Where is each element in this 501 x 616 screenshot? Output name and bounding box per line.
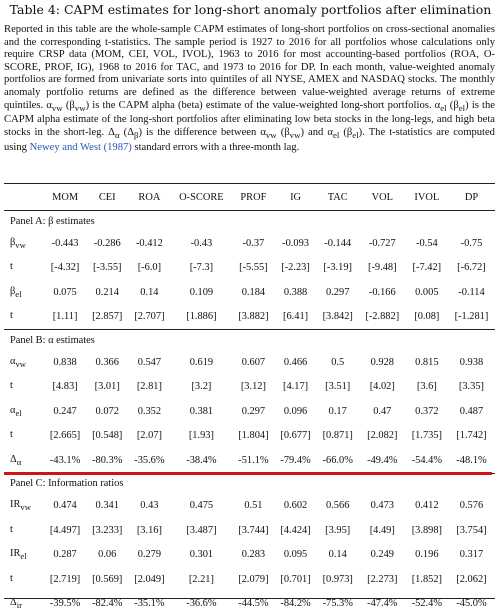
table-cell: 0.43 xyxy=(128,494,170,519)
table-cell: 0.602 xyxy=(274,494,316,519)
table-cell: 0.938 xyxy=(448,350,495,375)
table-cell: 0.214 xyxy=(86,280,128,305)
table-cell: [2.857] xyxy=(86,305,128,330)
table-cell: -0.114 xyxy=(448,280,495,305)
row-label-text: t xyxy=(10,380,13,391)
table-cell: -0.443 xyxy=(44,231,86,256)
table-row xyxy=(4,424,495,449)
desc-sub: α xyxy=(115,130,120,140)
table-cell: 0.109 xyxy=(170,280,232,305)
table-cell: [0.701] xyxy=(274,567,316,592)
panel-title: Panel A: β estimates xyxy=(4,211,495,231)
table-cell: [0.548] xyxy=(86,424,128,449)
table-cell: 0.475 xyxy=(170,494,232,519)
table-cell: 0.566 xyxy=(317,494,359,519)
table-cell: [-2.882] xyxy=(359,305,406,330)
table-cell: 0.838 xyxy=(44,350,86,375)
row-label-text: t xyxy=(10,310,13,321)
table-cell: 0.381 xyxy=(170,399,232,424)
table-cell: 0.184 xyxy=(232,280,274,305)
table-cell: 0.14 xyxy=(128,280,170,305)
table-caption: Table 4: CAPM estimates for long-short anomaly portfolios after elimination xyxy=(0,2,501,18)
table-cell: 0.06 xyxy=(86,543,128,568)
table-cell: 0.474 xyxy=(44,494,86,519)
table-cell: -0.727 xyxy=(359,231,406,256)
table-cell: -0.166 xyxy=(359,280,406,305)
row-label xyxy=(4,543,44,568)
citation-link[interactable]: Newey and West (1987) xyxy=(30,142,132,153)
row-label xyxy=(4,567,44,592)
table-cell: 0.5 xyxy=(317,350,359,375)
row-label-subscript: el xyxy=(20,551,26,561)
table-cell: [1.735] xyxy=(406,424,448,449)
table-cell: 0.466 xyxy=(274,350,316,375)
table-row xyxy=(4,231,495,256)
table-cell: 0.576 xyxy=(448,494,495,519)
table-row xyxy=(4,280,495,305)
table-cell: [2.707] xyxy=(128,305,170,330)
table-cell: [3.51] xyxy=(317,375,359,400)
table-row xyxy=(4,543,495,568)
row-label-subscript: ir xyxy=(17,600,22,610)
table-cell: [-6.0] xyxy=(128,256,170,281)
table-cell: [1.742] xyxy=(448,424,495,449)
table-cell: [-1.281] xyxy=(448,305,495,330)
table-cell: 0.17 xyxy=(317,399,359,424)
table-cell: -51.1% xyxy=(232,448,274,473)
table-row xyxy=(4,494,495,519)
table-row xyxy=(4,567,495,592)
table-cell: [4.17] xyxy=(274,375,316,400)
row-label-text: t xyxy=(10,429,13,440)
table-cell: [3.2] xyxy=(170,375,232,400)
table-cell: [-7.3] xyxy=(170,256,232,281)
desc-text: ). The t-statistics are computed using xyxy=(4,127,495,153)
row-label xyxy=(4,256,44,281)
desc-sub: el xyxy=(352,130,358,140)
table-cell: [0.677] xyxy=(274,424,316,449)
row-label xyxy=(4,448,44,473)
table-cell: [4.02] xyxy=(359,375,406,400)
table-cell: 0.607 xyxy=(232,350,274,375)
table-cell: 0.547 xyxy=(128,350,170,375)
panel-title-row xyxy=(4,211,495,231)
table-cell: [1.93] xyxy=(170,424,232,449)
table-description xyxy=(4,24,495,154)
table-cell: -82.4% xyxy=(86,592,128,616)
table-cell: [-2.23] xyxy=(274,256,316,281)
row-label-text: α xyxy=(10,356,15,367)
table-cell: [-9.48] xyxy=(359,256,406,281)
table-row xyxy=(4,256,495,281)
table-cell: [1.852] xyxy=(406,567,448,592)
table-row xyxy=(4,375,495,400)
row-label-subscript: el xyxy=(15,289,21,299)
table-cell: -47.4% xyxy=(359,592,406,616)
row-label xyxy=(4,424,44,449)
table-cell: [-3.55] xyxy=(86,256,128,281)
table-cell: [3.744] xyxy=(232,518,274,543)
table-cell: 0.619 xyxy=(170,350,232,375)
desc-text: ) is the difference between α xyxy=(139,127,266,138)
table-cell: [2.719] xyxy=(44,567,86,592)
desc-text: ) is the CAPM alpha estimate of the long-short portfolios after eliminating low beta stocks in the long-legs, and high beta stocks in the short-leg. Δ xyxy=(4,100,495,138)
table-cell: -36.6% xyxy=(170,592,232,616)
row-label xyxy=(4,350,44,375)
row-label xyxy=(4,494,44,519)
row-label-subscript: el xyxy=(15,408,21,418)
table-cell: 0.341 xyxy=(86,494,128,519)
table-cell: 0.075 xyxy=(44,280,86,305)
column-header: CEI xyxy=(86,184,128,211)
row-label-text: Δ xyxy=(10,597,17,608)
table-cell: 0.51 xyxy=(232,494,274,519)
desc-text: standard errors with a three-month lag. xyxy=(132,142,299,153)
table-cell: -0.286 xyxy=(86,231,128,256)
table-cell: 0.487 xyxy=(448,399,495,424)
table-cell: [4.424] xyxy=(274,518,316,543)
document-page xyxy=(0,2,501,601)
table-cell: -39.5% xyxy=(44,592,86,616)
table-cell: -0.144 xyxy=(317,231,359,256)
table-cell: -38.4% xyxy=(170,448,232,473)
table-cell: 0.352 xyxy=(128,399,170,424)
desc-sub: vw xyxy=(266,130,277,140)
table-cell: -45.0% xyxy=(448,592,495,616)
desc-sub: el xyxy=(459,103,465,113)
table-cell: 0.005 xyxy=(406,280,448,305)
table-cell: -79.4% xyxy=(274,448,316,473)
desc-text: (β xyxy=(63,100,75,111)
table-cell: 0.372 xyxy=(406,399,448,424)
table-cell: [3.882] xyxy=(232,305,274,330)
table-cell: [0.973] xyxy=(317,567,359,592)
table-cell: 0.14 xyxy=(317,543,359,568)
column-header: VOL xyxy=(359,184,406,211)
row-label xyxy=(4,399,44,424)
column-header: IG xyxy=(274,184,316,211)
row-label-text: β xyxy=(10,286,15,297)
table-cell: 0.095 xyxy=(274,543,316,568)
table-cell: 0.287 xyxy=(44,543,86,568)
table-cell: 0.366 xyxy=(86,350,128,375)
desc-text: ) and α xyxy=(300,127,332,138)
panel-title: Panel C: Information ratios xyxy=(4,474,495,494)
table-cell: -49.4% xyxy=(359,448,406,473)
table-cell: -0.37 xyxy=(232,231,274,256)
desc-text: Reported in this table are the whole-sample CAPM estimates of long-short portfolios on cross-sectional anomalies and the corresponding t-statistics. The sample period is 1927 to 2016 for all portfolios whose calculations only require CRSP data (MOM, CEI, VOL, IVOL), 1963 to 2016 for most accounting-based portfolios (ROA, O-SCORE, PROF, IG), 1968 to 2016 for TAC, and 1973 to 2016 for DP. In each month, value-weighted anomaly portfolios are formed from univariate sorts into quintiles of all NYSE, AMEX and NASDAQ stocks. The monthly anomaly portfolio returns are defined as the difference between value-weighted average returns of extreme quintiles. α xyxy=(4,24,495,111)
panel-title-row xyxy=(4,330,495,350)
column-header: ROA xyxy=(128,184,170,211)
table-cell: [3.898] xyxy=(406,518,448,543)
row-label-subscript: vw xyxy=(20,502,31,512)
row-label xyxy=(4,592,44,616)
table-cell: [-4.32] xyxy=(44,256,86,281)
column-header: O-SCORE xyxy=(170,184,232,211)
results-table xyxy=(4,184,495,616)
table-row xyxy=(4,399,495,424)
row-label-subscript: vw xyxy=(15,240,26,250)
table-cell: [4.83] xyxy=(44,375,86,400)
table-cell: 0.928 xyxy=(359,350,406,375)
table-row xyxy=(4,518,495,543)
table-cell: [-7.42] xyxy=(406,256,448,281)
table-cell: 0.247 xyxy=(44,399,86,424)
table-row xyxy=(4,592,495,616)
row-label xyxy=(4,231,44,256)
desc-text: ) is the CAPM alpha (beta) estimate of the value-weighted long-short portfolios. α xyxy=(86,100,441,111)
table-cell: [3.01] xyxy=(86,375,128,400)
table-cell: [2.062] xyxy=(448,567,495,592)
table-header-row xyxy=(4,184,495,211)
table-cell: 0.301 xyxy=(170,543,232,568)
table-cell: [3.16] xyxy=(128,518,170,543)
desc-text: (β xyxy=(277,127,290,138)
table-cell: [2.082] xyxy=(359,424,406,449)
desc-sub: vw xyxy=(75,103,86,113)
table-cell: [3.6] xyxy=(406,375,448,400)
table-cell: [3.487] xyxy=(170,518,232,543)
table-cell: -0.75 xyxy=(448,231,495,256)
table-cell: [0.569] xyxy=(86,567,128,592)
row-label-text: t xyxy=(10,524,13,535)
table-cell: -48.1% xyxy=(448,448,495,473)
table-cell: -44.5% xyxy=(232,592,274,616)
table-cell: -0.093 xyxy=(274,231,316,256)
column-header: PROF xyxy=(232,184,274,211)
row-label-text: α xyxy=(10,405,15,416)
row-label xyxy=(4,280,44,305)
table-cell: 0.47 xyxy=(359,399,406,424)
table-cell: [1.886] xyxy=(170,305,232,330)
header-blank xyxy=(4,184,44,211)
desc-sub: el xyxy=(333,130,339,140)
table-cell: [-3.19] xyxy=(317,256,359,281)
table-cell: 0.283 xyxy=(232,543,274,568)
row-label-subscript: vw xyxy=(15,359,26,369)
desc-text: (β xyxy=(447,100,459,111)
table-cell: [2.273] xyxy=(359,567,406,592)
table-cell: [-6.72] xyxy=(448,256,495,281)
table-cell: [4.497] xyxy=(44,518,86,543)
desc-sub: vw xyxy=(52,103,63,113)
panel-title-row xyxy=(4,474,495,494)
table-cell: -43.1% xyxy=(44,448,86,473)
column-header: MOM xyxy=(44,184,86,211)
table-row xyxy=(4,305,495,330)
table-cell: -0.412 xyxy=(128,231,170,256)
table-cell: -75.3% xyxy=(317,592,359,616)
table-cell: 0.473 xyxy=(359,494,406,519)
desc-text: (Δ xyxy=(120,127,134,138)
table-cell: [2.079] xyxy=(232,567,274,592)
table-cell: [2.049] xyxy=(128,567,170,592)
table-cell: 0.096 xyxy=(274,399,316,424)
panel-title: Panel B: α estimates xyxy=(4,330,495,350)
table-cell: [3.95] xyxy=(317,518,359,543)
row-label-text: t xyxy=(10,261,13,272)
table-cell: -84.2% xyxy=(274,592,316,616)
table-cell: -0.43 xyxy=(170,231,232,256)
table-cell: [4.49] xyxy=(359,518,406,543)
row-label-subscript: α xyxy=(17,457,22,467)
table-cell: 0.388 xyxy=(274,280,316,305)
desc-text: (β xyxy=(339,127,352,138)
table-cell: 0.412 xyxy=(406,494,448,519)
table-cell: 0.815 xyxy=(406,350,448,375)
table-row xyxy=(4,350,495,375)
table-row xyxy=(4,448,495,473)
table-cell: -66.0% xyxy=(317,448,359,473)
table-cell: -54.4% xyxy=(406,448,448,473)
row-label xyxy=(4,375,44,400)
table-cell: [2.21] xyxy=(170,567,232,592)
table-cell: 0.317 xyxy=(448,543,495,568)
table-cell: -52.4% xyxy=(406,592,448,616)
table-cell: [3.842] xyxy=(317,305,359,330)
table-cell: [0.08] xyxy=(406,305,448,330)
table-cell: 0.196 xyxy=(406,543,448,568)
table-cell: -35.6% xyxy=(128,448,170,473)
row-label-text: IR xyxy=(10,499,20,510)
table-cell: [3.754] xyxy=(448,518,495,543)
table-cell: 0.072 xyxy=(86,399,128,424)
desc-sub: β xyxy=(134,130,139,140)
row-label xyxy=(4,518,44,543)
column-header: TAC xyxy=(317,184,359,211)
table-cell: 0.249 xyxy=(359,543,406,568)
desc-sub: el xyxy=(440,103,446,113)
table-cell: 0.279 xyxy=(128,543,170,568)
row-label-text: IR xyxy=(10,548,20,559)
table-cell: [3.12] xyxy=(232,375,274,400)
table-cell: -35.1% xyxy=(128,592,170,616)
row-label-text: β xyxy=(10,237,15,248)
column-header: IVOL xyxy=(406,184,448,211)
column-header: DP xyxy=(448,184,495,211)
row-label-text: t xyxy=(10,573,13,584)
highlight-underline xyxy=(4,472,492,475)
table-cell: [-5.55] xyxy=(232,256,274,281)
table-cell: -0.54 xyxy=(406,231,448,256)
table-cell: 0.297 xyxy=(232,399,274,424)
table-cell: [2.665] xyxy=(44,424,86,449)
row-label xyxy=(4,305,44,330)
table-cell: [1.11] xyxy=(44,305,86,330)
table-cell: 0.297 xyxy=(317,280,359,305)
desc-sub: vw xyxy=(290,130,301,140)
table-cell: [2.81] xyxy=(128,375,170,400)
table-cell: -80.3% xyxy=(86,448,128,473)
table-cell: [6.41] xyxy=(274,305,316,330)
table-cell: [1.804] xyxy=(232,424,274,449)
table-cell: [2.07] xyxy=(128,424,170,449)
table-cell: [3.35] xyxy=(448,375,495,400)
table-cell: [3.233] xyxy=(86,518,128,543)
table-cell: [0.871] xyxy=(317,424,359,449)
row-label-text: Δ xyxy=(10,454,17,465)
